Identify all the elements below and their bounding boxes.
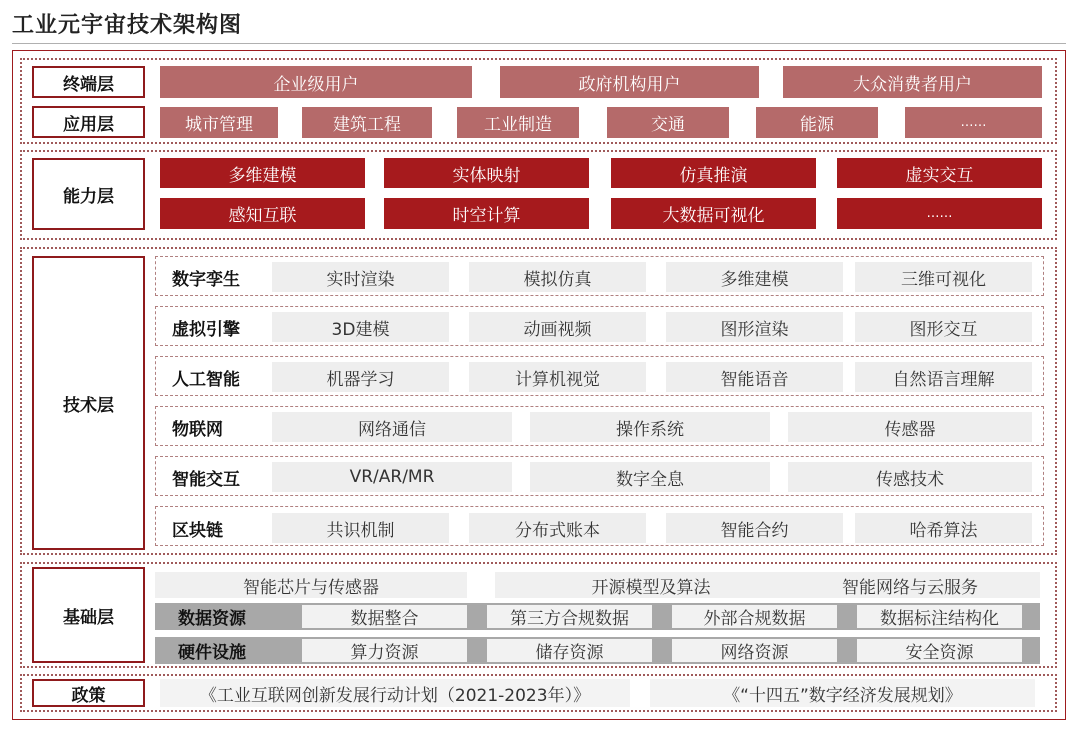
tech-item: 智能合约 [666, 513, 843, 543]
tech-row-name: 区块链 [172, 520, 223, 541]
layer-label-capability: 能力层 [32, 158, 145, 230]
application-item: 工业制造 [457, 107, 579, 138]
hardware-item: 安全资源 [857, 639, 1022, 662]
policy-item: 《“十四五”数字经济发展规划》 [650, 679, 1035, 707]
tech-item: 计算机视觉 [469, 362, 646, 392]
capability-item: 感知互联 [160, 198, 365, 229]
data-resource-item: 第三方合规数据 [487, 605, 652, 628]
terminal-item: 政府机构用户 [500, 66, 759, 98]
hardware-item: 算力资源 [302, 639, 467, 662]
tech-item: 动画视频 [469, 312, 646, 342]
capability-item: 实体映射 [384, 158, 589, 188]
tech-item: 分布式账本 [469, 513, 646, 543]
application-item: 建筑工程 [302, 107, 432, 138]
foundation-item: 智能网络与云服务 [780, 572, 1040, 598]
layer-label-policy: 政策 [32, 679, 145, 707]
page-title: 工业元宇宙技术架构图 [12, 13, 243, 38]
layer-label-technology: 技术层 [32, 256, 145, 550]
tech-item: 共识机制 [272, 513, 449, 543]
hardware-item: 网络资源 [672, 639, 837, 662]
layer-label-application: 应用层 [32, 106, 145, 138]
tech-row-name: 虚拟引擎 [172, 319, 240, 340]
capability-item: 仿真推演 [611, 158, 816, 188]
capability-item: 时空计算 [384, 198, 589, 229]
tech-item: 多维建模 [666, 262, 843, 292]
layer-label-terminal: 终端层 [32, 66, 145, 98]
tech-item: 传感技术 [788, 462, 1032, 492]
tech-item: 数字全息 [530, 462, 770, 492]
application-item: …… [905, 107, 1042, 138]
foundation-item: 开源模型及算法 [495, 572, 807, 598]
tech-row-name: 物联网 [172, 419, 223, 440]
tech-item: VR/AR/MR [272, 462, 512, 492]
foundation-item: 智能芯片与传感器 [155, 572, 467, 598]
tech-item: 自然语言理解 [855, 362, 1032, 392]
tech-item: 模拟仿真 [469, 262, 646, 292]
tech-item: 哈希算法 [855, 513, 1032, 543]
data-resource-item: 外部合规数据 [672, 605, 837, 628]
tech-item: 三维可视化 [855, 262, 1032, 292]
tech-item: 传感器 [788, 412, 1032, 442]
data-resource-item: 数据标注结构化 [857, 605, 1022, 628]
application-item: 交通 [607, 107, 729, 138]
policy-item: 《工业互联网创新发展行动计划（2021-2023年）》 [160, 679, 630, 707]
tech-item: 实时渲染 [272, 262, 449, 292]
application-item: 能源 [756, 107, 878, 138]
terminal-item: 大众消费者用户 [783, 66, 1042, 98]
hardware-name: 硬件设施 [178, 643, 246, 663]
tech-row-name: 人工智能 [172, 369, 240, 390]
terminal-item: 企业级用户 [160, 66, 472, 98]
capability-item: 多维建模 [160, 158, 365, 188]
data-resource-name: 数据资源 [178, 609, 246, 629]
hardware-item: 储存资源 [487, 639, 652, 662]
application-item: 城市管理 [160, 107, 278, 138]
tech-item: 图形交互 [855, 312, 1032, 342]
capability-item: 虚实交互 [837, 158, 1042, 188]
data-resource-item: 数据整合 [302, 605, 467, 628]
tech-item: 网络通信 [272, 412, 512, 442]
tech-row-name: 数字孪生 [172, 269, 240, 290]
title-divider [12, 43, 1066, 44]
tech-row-name: 智能交互 [172, 469, 240, 490]
capability-item: 大数据可视化 [611, 198, 816, 229]
capability-item: …… [837, 198, 1042, 229]
tech-item: 机器学习 [272, 362, 449, 392]
tech-item: 图形渲染 [666, 312, 843, 342]
tech-item: 智能语音 [666, 362, 843, 392]
layer-label-foundation: 基础层 [32, 567, 145, 663]
tech-item: 3D建模 [272, 312, 449, 342]
tech-item: 操作系统 [530, 412, 770, 442]
